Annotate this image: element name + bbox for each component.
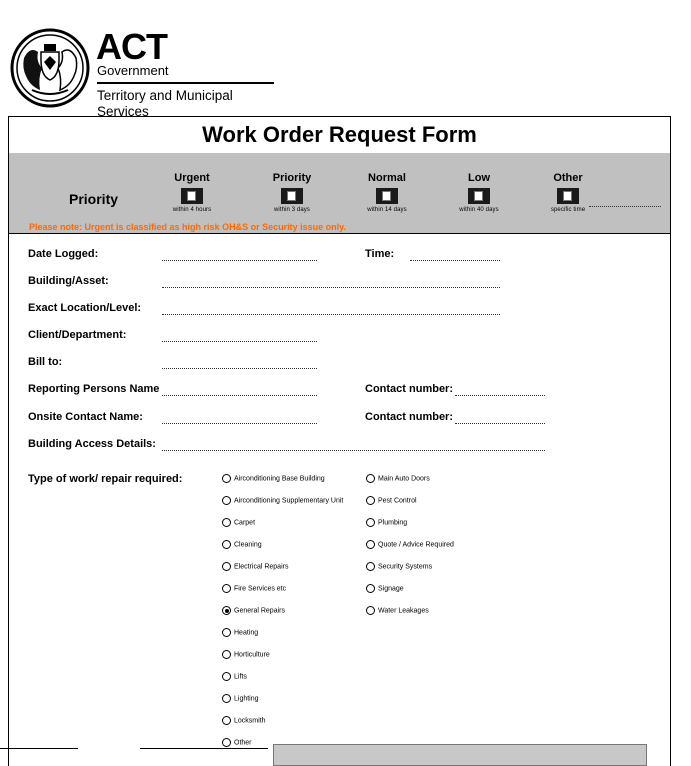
work-type-option[interactable] xyxy=(222,628,258,638)
work-type-option-label: Lifts xyxy=(234,673,247,681)
work-type-option-label: Heating xyxy=(234,629,259,637)
radio-button[interactable] xyxy=(366,584,375,593)
work-type-option-label: Carpet xyxy=(234,519,256,527)
radio-button[interactable] xyxy=(222,694,231,703)
radio-button[interactable] xyxy=(222,584,231,593)
exact-location-label: Exact Location/Level: xyxy=(28,302,142,314)
priority-low-timeframe: within 40 days xyxy=(459,207,499,213)
work-type-option[interactable] xyxy=(222,496,343,506)
radio-button[interactable] xyxy=(222,496,231,505)
work-type-option[interactable] xyxy=(366,474,430,484)
priority-priority-checkbox[interactable] xyxy=(281,188,303,204)
radio-button[interactable] xyxy=(222,628,231,637)
onsite-contact-input[interactable] xyxy=(162,423,317,424)
work-type-option[interactable] xyxy=(222,474,325,484)
work-type-option[interactable] xyxy=(222,716,266,726)
work-type-option[interactable] xyxy=(366,584,404,594)
work-type-option[interactable] xyxy=(366,562,432,572)
work-type-option-label: Quote / Advice Required xyxy=(378,541,454,549)
form-title: Work Order Request Form xyxy=(9,117,670,154)
priority-section xyxy=(9,153,670,234)
department-name: Territory and Municipal Services xyxy=(97,88,233,119)
work-type-option-label: Water Leakages xyxy=(378,607,429,615)
radio-button[interactable] xyxy=(222,738,231,747)
work-type-option-label: Airconditioning Base Building xyxy=(234,475,325,483)
radio-button[interactable] xyxy=(222,474,231,483)
work-type-option-label: Pest Control xyxy=(378,497,417,505)
priority-normal-timeframe: within 14 days xyxy=(367,207,407,213)
bill-to-label: Bill to: xyxy=(28,356,63,368)
priority-other-label: Other xyxy=(553,172,583,184)
priority-option-low xyxy=(444,172,514,213)
priority-label: Priority xyxy=(69,191,119,207)
work-type-option[interactable] xyxy=(222,606,285,616)
work-type-option-label: Main Auto Doors xyxy=(378,475,430,483)
logo-divider xyxy=(97,82,274,84)
act-government-logo xyxy=(10,26,278,119)
work-type-option[interactable] xyxy=(366,540,454,550)
priority-other-checkbox[interactable] xyxy=(557,188,579,204)
work-type-option[interactable] xyxy=(222,562,288,572)
priority-urgent-timeframe: within 4 hours xyxy=(172,207,212,213)
priority-priority-label: Priority xyxy=(272,172,312,184)
org-sub-name: Government xyxy=(97,63,169,78)
radio-button[interactable] xyxy=(222,518,231,527)
work-type-option[interactable] xyxy=(222,650,270,660)
coat-of-arms-icon xyxy=(10,28,90,108)
work-type-option-label: Plumbing xyxy=(378,519,408,527)
work-type-option-label: Other xyxy=(234,739,252,747)
priority-low-label: Low xyxy=(468,172,490,184)
priority-low-checkbox[interactable] xyxy=(468,188,490,204)
work-type-option-label: Locksmith xyxy=(234,717,266,725)
priority-note: Please note: Urgent is classified as high risk OH&S or Security issue only. xyxy=(29,222,346,232)
page-divider-left xyxy=(0,748,78,749)
radio-button[interactable] xyxy=(222,716,231,725)
radio-button[interactable] xyxy=(222,562,231,571)
work-type-label: Type of work/ repair required: xyxy=(28,473,183,485)
priority-other-timeframe: specific time xyxy=(550,207,586,213)
bill-to-input[interactable] xyxy=(162,368,317,369)
priority-normal-label: Normal xyxy=(368,172,406,184)
radio-button[interactable] xyxy=(222,540,231,549)
contact-number-label-2: Contact number: xyxy=(365,411,453,423)
contact-number-label-1: Contact number: xyxy=(365,383,453,395)
work-type-option[interactable] xyxy=(222,672,247,682)
priority-option-urgent xyxy=(157,172,227,213)
work-type-option-label: Electrical Repairs xyxy=(234,563,289,571)
radio-button[interactable] xyxy=(222,606,231,615)
org-short-name: ACT xyxy=(96,26,167,67)
reporting-person-input[interactable] xyxy=(162,395,317,396)
radio-button[interactable] xyxy=(366,540,375,549)
work-type-option[interactable] xyxy=(222,584,286,594)
building-access-input[interactable] xyxy=(162,450,545,451)
building-access-label: Building Access Details: xyxy=(28,438,156,450)
work-type-option[interactable] xyxy=(366,518,407,528)
work-type-option[interactable] xyxy=(222,518,255,528)
work-type-option-label: Lighting xyxy=(234,695,259,703)
work-type-option-label: General Repairs xyxy=(234,607,285,615)
work-type-option-label: Horticulture xyxy=(234,651,270,659)
radio-button[interactable] xyxy=(222,672,231,681)
work-type-option-label: Signage xyxy=(378,585,404,593)
onsite-contact-label: Onsite Contact Name: xyxy=(28,411,143,423)
contact-number-input-1[interactable] xyxy=(455,395,545,396)
radio-button[interactable] xyxy=(366,562,375,571)
work-type-option[interactable] xyxy=(366,606,429,616)
contact-number-input-2[interactable] xyxy=(455,423,545,424)
radio-button[interactable] xyxy=(222,650,231,659)
building-asset-label: Building/Asset: xyxy=(28,275,109,287)
radio-button[interactable] xyxy=(366,606,375,615)
work-type-option-label: Cleaning xyxy=(234,541,262,549)
radio-button[interactable] xyxy=(366,518,375,527)
building-asset-input[interactable] xyxy=(162,287,500,288)
date-logged-input[interactable] xyxy=(162,260,317,261)
date-logged-label: Date Logged: xyxy=(28,248,99,260)
radio-button[interactable] xyxy=(366,496,375,505)
priority-option-priority xyxy=(257,172,327,213)
work-type-option[interactable] xyxy=(222,540,262,550)
work-type-option[interactable] xyxy=(222,738,252,748)
priority-other-input[interactable] xyxy=(589,206,661,207)
time-input[interactable] xyxy=(410,260,500,261)
reporting-person-label: Reporting Persons Name xyxy=(28,383,160,395)
work-type-option-label: Airconditioning Supplementary Unit xyxy=(234,497,344,505)
exact-location-input[interactable] xyxy=(162,314,500,315)
work-type-option[interactable] xyxy=(366,496,417,506)
page-divider-mid xyxy=(140,748,268,749)
priority-option-normal xyxy=(352,172,422,213)
priority-priority-timeframe: within 3 days xyxy=(274,207,310,213)
work-type-option[interactable] xyxy=(222,694,259,704)
time-label: Time: xyxy=(365,248,395,260)
priority-urgent-checkbox[interactable] xyxy=(181,188,203,204)
priority-urgent-label: Urgent xyxy=(174,172,210,184)
work-type-option-label: Security Systems xyxy=(378,563,433,571)
radio-button[interactable] xyxy=(366,474,375,483)
client-department-input[interactable] xyxy=(162,341,317,342)
priority-normal-checkbox[interactable] xyxy=(376,188,398,204)
client-department-label: Client/Department: xyxy=(28,329,127,341)
work-type-option-label: Fire Services etc xyxy=(234,585,287,593)
description-box[interactable] xyxy=(273,744,647,766)
